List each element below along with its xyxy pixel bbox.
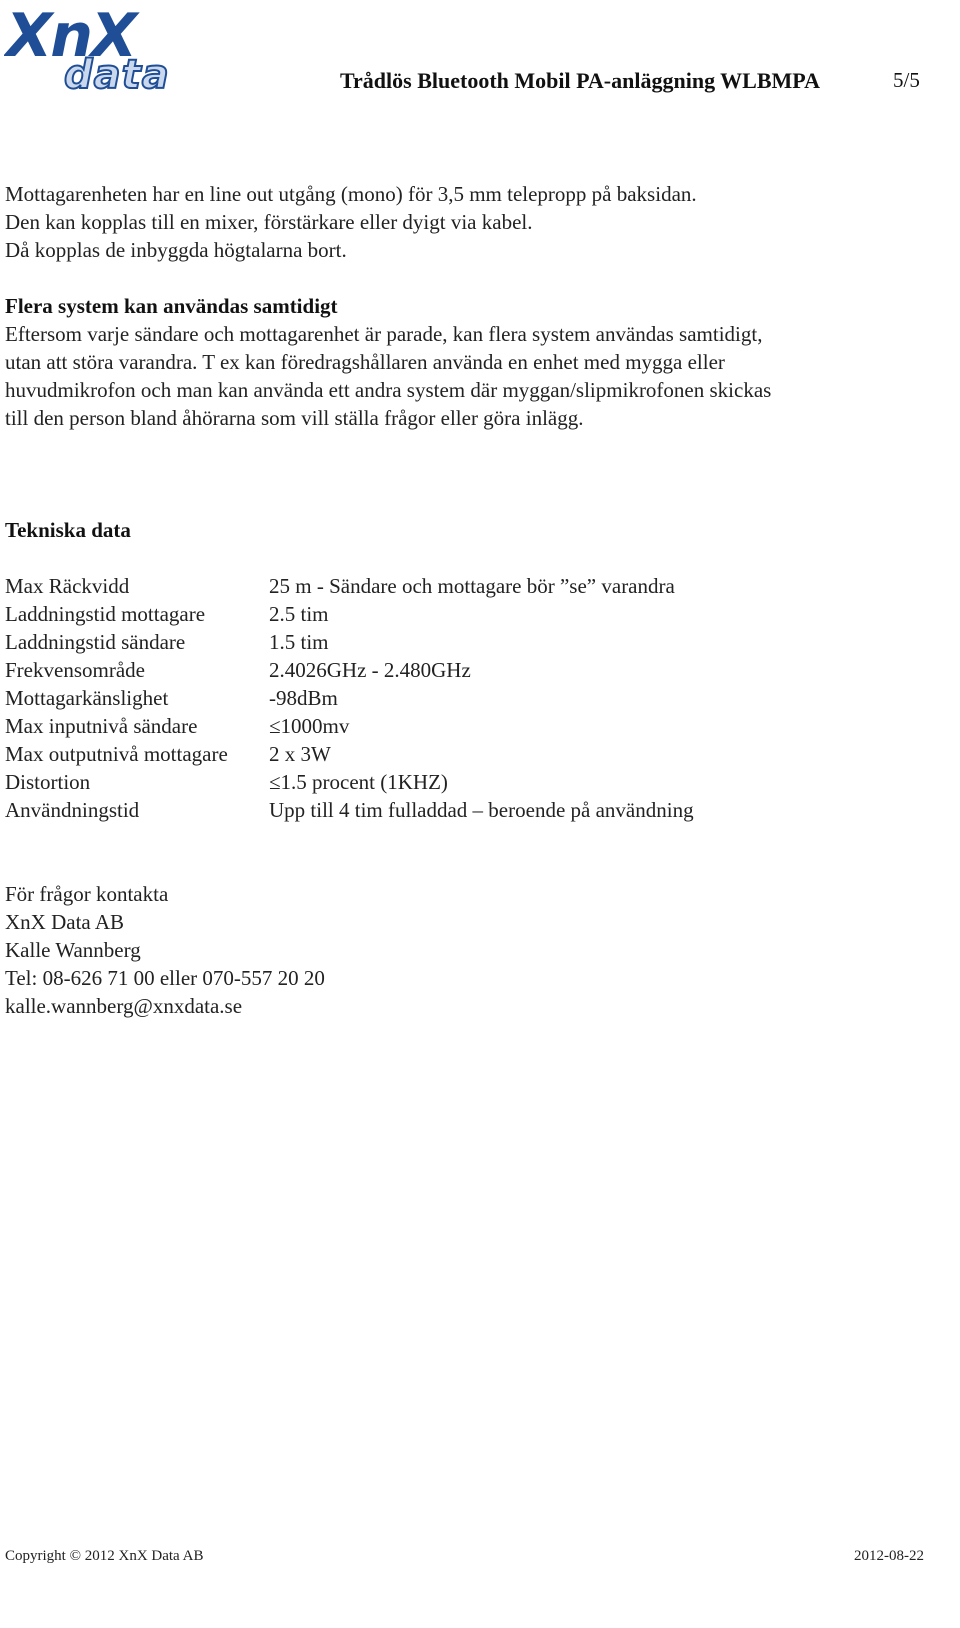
- paragraph-line: utan att störa varandra. T ex kan föredragshållaren använda en enhet med mygga eller: [5, 350, 725, 374]
- spec-value: 2.4026GHz - 2.480GHz: [269, 658, 471, 682]
- footer-copyright: Copyright © 2012 XnX Data AB: [5, 1548, 204, 1564]
- spec-value: 25 m - Sändare och mottagare bör ”se” varandra: [269, 574, 675, 598]
- paragraph-line: Eftersom varje sändare och mottagarenhet är parade, kan flera system användas samtidigt,: [5, 322, 763, 346]
- phone-numbers: Tel: 08-626 71 00 eller 070-557 20 20: [5, 966, 325, 990]
- intro-line: Mottagarenheten har en line out utgång (mono) för 3,5 mm telepropp på baksidan.: [5, 182, 697, 206]
- contact-heading: För frågor kontakta: [5, 882, 169, 906]
- spec-label: Användningstid: [5, 798, 140, 822]
- email-address: kalle.wannberg@xnxdata.se: [5, 994, 243, 1018]
- spec-value: 1.5 tim: [269, 630, 329, 654]
- logo-main-text: XnX: [6, 2, 136, 71]
- spec-label: Laddningstid mottagare: [5, 602, 206, 626]
- spec-label: Max inputnivå sändare: [5, 714, 198, 738]
- contact-block: [5, 880, 935, 1020]
- document-title: Trådlös Bluetooth Mobil PA-anläggning WLBMPA: [340, 68, 820, 93]
- spec-value: Upp till 4 tim fulladdad – beroende på användning: [269, 798, 694, 822]
- logo-sub-text: data: [64, 52, 170, 94]
- footer-date: 2012-08-22: [854, 1548, 924, 1564]
- spec-label: Max outputnivå mottagare: [5, 742, 228, 766]
- paragraph-line: till den person bland åhörarna som vill ställa frågor eller göra inlägg.: [5, 406, 584, 430]
- contact-person: Kalle Wannberg: [5, 938, 141, 962]
- intro-line: Den kan kopplas till en mixer, förstärkare eller dyigt via kabel.: [5, 210, 533, 234]
- page-number: 5/5: [893, 68, 920, 92]
- intro-line: Då kopplas de inbyggda högtalarna bort.: [5, 238, 347, 262]
- spec-label: Frekvensområde: [5, 658, 145, 682]
- spec-label: Distortion: [5, 770, 91, 794]
- company-logo: [4, 2, 206, 94]
- section-heading: Flera system kan användas samtidigt: [5, 294, 338, 318]
- section-heading: Tekniska data: [5, 518, 131, 542]
- spec-value: 2 x 3W: [269, 742, 331, 766]
- spec-value: ≤1.5 procent (1KHZ): [269, 770, 448, 794]
- paragraph-line: huvudmikrofon och man kan använda ett andra system där myggan/slipmikrofonen skickas: [5, 378, 772, 402]
- spec-value: ≤1000mv: [269, 714, 350, 738]
- intro-paragraph: [5, 180, 935, 264]
- company-name: XnX Data AB: [5, 910, 124, 934]
- multi-system-section: [5, 292, 935, 432]
- spec-label: Mottagarkänslighet: [5, 686, 169, 710]
- spec-label: Max Räckvidd: [5, 574, 130, 598]
- tech-section-header: [5, 516, 935, 544]
- spec-value: -98dBm: [269, 686, 338, 710]
- spec-value: 2.5 tim: [269, 602, 329, 626]
- spec-label: Laddningstid sändare: [5, 630, 186, 654]
